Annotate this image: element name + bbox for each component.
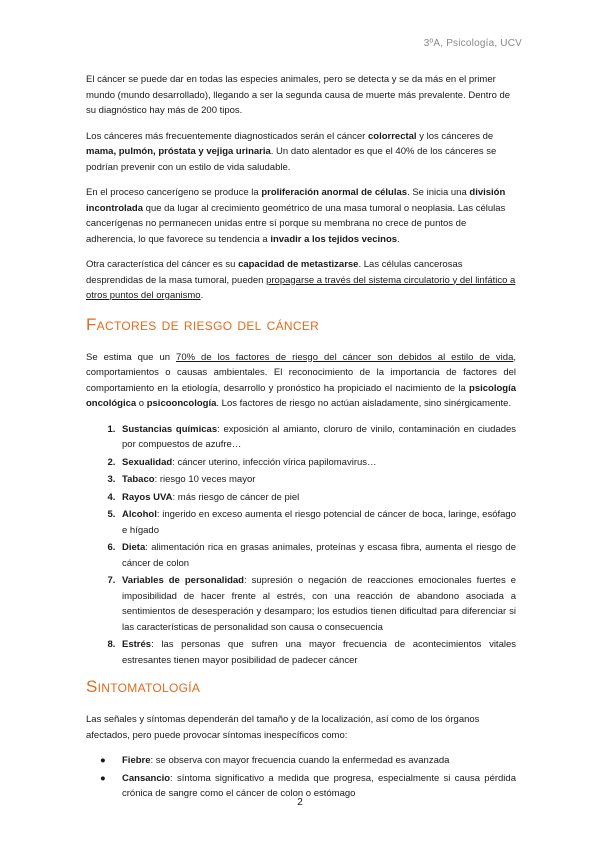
paragraph-symptoms-intro: Las señales y síntomas dependerán del tamaño y de la localización, así como de los órganos afectados, pero puede provocar síntomas inespecíficos como: <box>86 714 480 741</box>
section-heading-risk-factors: Factores de riesgo del cáncer <box>86 314 320 334</box>
page-header: 3ºA, Psicología, UCV <box>423 38 522 49</box>
paragraph-frequent-cancers: Los cánceres más frecuentemente diagnosticados serán el cáncer colorrectal y los cánceres de mama, pulmón, próstata y vejiga urinaria. Un dato alentador es que el 40% de los cánceres se podrían prevenir con un estilo de vida saludable. <box>86 130 497 173</box>
document-body <box>86 72 516 806</box>
list-item: 6. Dieta: alimentación rica en grasas animales, proteínas y escasa fibra, aumenta el riesgo de cáncer de colon <box>118 540 516 571</box>
paragraph-intro: El cáncer se puede dar en todas las especies animales, pero se detecta y se da más en el primer mundo (mundo desarrollado), llegando a ser la segunda causa de muerte más prevalente. Dentro de su diagnóstico hay más de 200 tipos. <box>86 74 511 116</box>
paragraph-risk-intro: Se estima que un 70% de los factores de riesgo del cáncer son debidos al estilo de vida, comportamientos o causas ambientales. El reconocimiento de la importancia de factores del comportamiento en la etiología, desarrollo y pronóstico ha propiciado el nacimiento de la psicología oncológica o psicooncología. Los factores de riesgo no actúan aisladamente, sino sinérgicamente. <box>86 351 517 409</box>
page-number: 2 <box>297 797 303 808</box>
list-item: 4. Rayos UVA: más riesgo de cáncer de piel <box>118 490 516 506</box>
list-item: 3. Tabaco: riesgo 10 veces mayor <box>118 472 516 488</box>
list-item: ● Cansancio: síntoma significativo a medida que progresa, especialmente si causa pérdida crónica de sangre como el cáncer de colon o estómago <box>100 772 516 799</box>
list-item: ● Fiebre: se observa con mayor frecuencia cuando la enfermedad es avanzada <box>118 753 516 769</box>
list-item: 1. Sustancias químicas: exposición al amianto, cloruro de vinilo, contaminación en ciudades por compuestos de azufre… <box>118 422 516 453</box>
symptom-list <box>86 753 516 802</box>
list-item: 8. Estrés: las personas que sufren una mayor frecuencia de acontecimientos vitales estresantes tienen mayor posibilidad de padecer cáncer <box>118 637 516 668</box>
section-heading-symptoms: Sintomatología <box>86 677 201 696</box>
list-item: 5. Alcohol: ingerido en exceso aumenta el riesgo potencial de cáncer de boca, laringe, esófago e hígado <box>118 507 516 538</box>
paragraph-cancer-process: En el proceso cancerígeno se produce la proliferación anormal de células. Se inicia una división incontrolada que da lugar al crecimiento geométrico de una masa tumoral o neoplasia. Las células cancerígenas no permanecen unidas entre sí porque su membrana no crece de puntos de adherencia, lo que favorece su tendencia a invadir a los tejidos vecinos. <box>86 187 506 245</box>
risk-factor-list <box>86 422 516 669</box>
list-item: 7. Variables de personalidad: supresión o negación de reacciones emocionales fuertes e imposibilidad de hacer frente al estrés, con una reacción de abandono asociada a sentimientos de desesperación y desamparo; los estudios tienen dificultad para diferenciar si las características de personalidad son causa o consecuencia <box>118 573 516 635</box>
paragraph-metastasis: Otra característica del cáncer es su capacidad de metastizarse. Las células cancerosas desprendidas de la masa tumoral, pueden propagarse a través del sistema circulatorio y del linfático a otros puntos del organismo. <box>86 259 516 301</box>
bullet-icon: ● <box>100 755 106 766</box>
list-item: 2. Sexualidad: cáncer uterino, infección vírica papilomavirus… <box>118 455 516 471</box>
bullet-icon: ● <box>100 772 106 784</box>
